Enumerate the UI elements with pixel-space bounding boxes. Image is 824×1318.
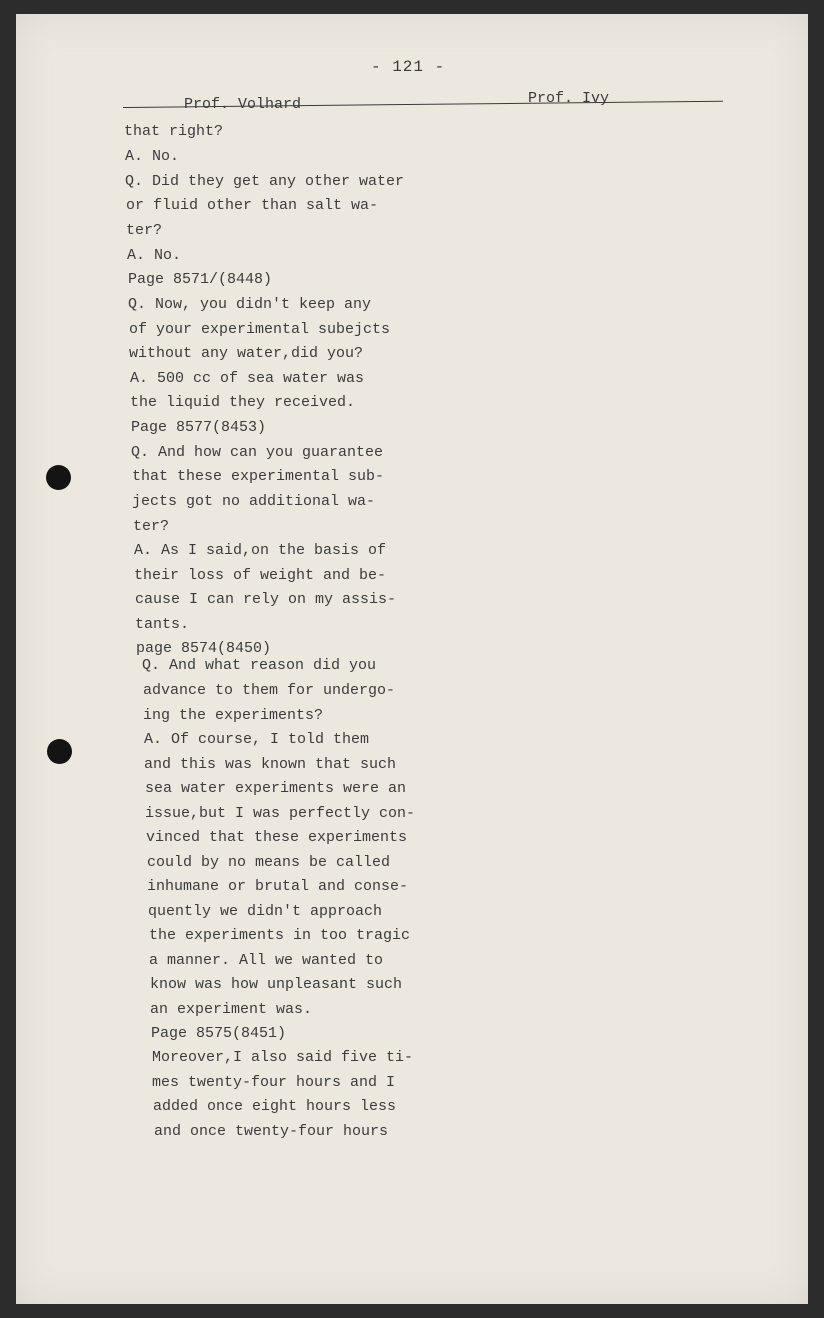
header-right-name: Prof. Ivy <box>528 90 610 107</box>
text-line: Q. Did they get any other water <box>125 173 405 190</box>
text-line: A. No. <box>127 247 182 264</box>
text-line: Page 8571/(8448) <box>128 271 273 288</box>
text-line: an experiment was. <box>150 1001 313 1018</box>
text-line: and once twenty-four hours <box>154 1123 389 1140</box>
text-line: Q. Now, you didn't keep any <box>128 296 372 313</box>
text-line: that these experimental sub- <box>132 468 385 485</box>
text-line: and this was known that such <box>144 756 397 773</box>
page-number: - 121 - <box>371 58 446 76</box>
text-line: vinced that these experiments <box>146 829 408 846</box>
text-line: inhumane or brutal and conse- <box>147 878 409 895</box>
text-line: that right? <box>124 123 224 140</box>
text-line: Page 8577(8453) <box>131 419 267 436</box>
punch-hole-bottom <box>47 739 72 764</box>
text-line: or fluid other than salt wa- <box>126 197 379 214</box>
text-line: A. No. <box>125 148 180 165</box>
text-line: ter? <box>133 518 170 535</box>
text-line: without any water,did you? <box>129 345 364 362</box>
text-line: tants. <box>135 616 190 633</box>
text-line: their loss of weight and be- <box>134 567 387 584</box>
text-line: of your experimental subejcts <box>129 321 391 338</box>
text-line: issue,but I was perfectly con- <box>145 805 416 822</box>
text-line: could by no means be called <box>147 854 391 871</box>
text-line: know was how unpleasant such <box>150 976 403 993</box>
text-line: the experiments in too tragic <box>149 927 411 944</box>
text-line: cause I can rely on my assis- <box>135 591 397 608</box>
text-line: A. 500 cc of sea water was <box>130 370 365 387</box>
text-line: Moreover,I also said five ti- <box>152 1049 414 1066</box>
header-left-name: Prof. Volhard <box>184 96 302 113</box>
text-line: the liquid they received. <box>130 394 356 411</box>
text-line: Q. And what reason did you <box>142 657 377 674</box>
text-line: Q. And how can you guarantee <box>131 444 384 461</box>
text-line: quently we didn't approach <box>148 903 383 920</box>
text-line: added once eight hours less <box>153 1098 397 1115</box>
text-line: ter? <box>126 222 163 239</box>
text-line: a manner. All we wanted to <box>149 952 384 969</box>
text-line: Page 8575(8451) <box>151 1025 287 1042</box>
text-line: jects got no additional wa- <box>132 493 376 510</box>
text-line: page 8574(8450) <box>136 640 272 657</box>
punch-hole-top <box>46 465 71 490</box>
text-line: mes twenty-four hours and I <box>152 1074 396 1091</box>
text-line: A. As I said,on the basis of <box>134 542 387 559</box>
text-line: sea water experiments were an <box>145 780 407 797</box>
text-line: ing the experiments? <box>143 707 324 724</box>
document-page <box>16 14 808 1304</box>
text-line: advance to them for undergo- <box>143 682 396 699</box>
text-line: A. Of course, I told them <box>144 731 370 748</box>
